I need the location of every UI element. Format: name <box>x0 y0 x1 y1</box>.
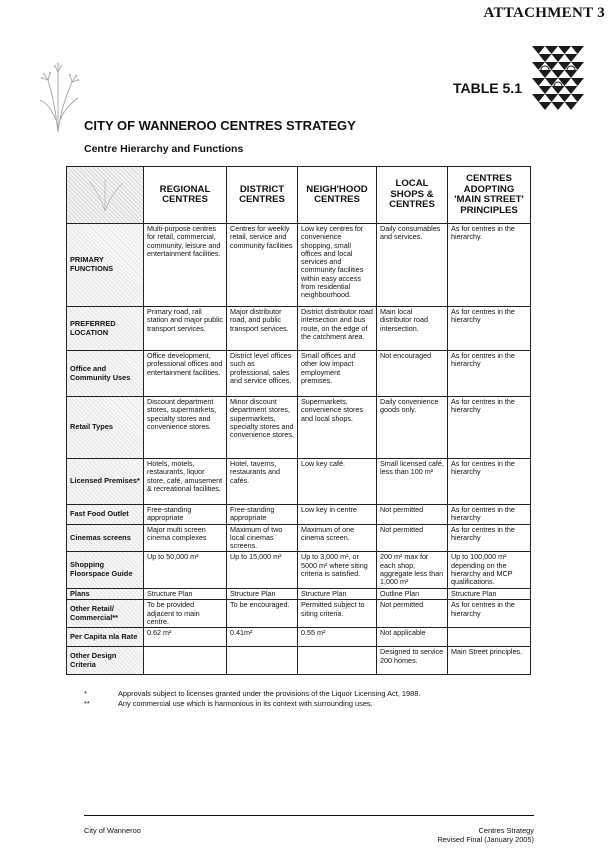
table-row <box>67 647 531 675</box>
table-cell: Not permitted <box>377 505 448 525</box>
table-cell: Structure Plan <box>448 588 531 600</box>
table-row <box>67 397 531 459</box>
centre-hierarchy-table <box>66 166 531 675</box>
table-cell: As for centres in the hierarchy <box>448 459 531 505</box>
table-row <box>67 524 531 552</box>
row-header: PRIMARY FUNCTIONS <box>67 224 144 307</box>
table-row <box>67 307 531 351</box>
table-header-row <box>67 167 531 224</box>
row-header: Other Design Criteria <box>67 647 144 675</box>
table-row <box>67 505 531 525</box>
table-cell: Up to 3,000 m², or 5000 m² where siting criteria is satisfied. <box>298 552 377 588</box>
table-cell: Maximum of one cinema screen. <box>298 524 377 552</box>
document-title: CITY OF WANNEROO CENTRES STRATEGY <box>84 118 356 133</box>
footnotes <box>84 689 420 709</box>
table-cell: As for centres in the hierarchy <box>448 600 531 628</box>
table-cell: As for centres in the hierarchy <box>448 505 531 525</box>
footnote-mark: * <box>84 689 87 698</box>
table-cell: 200 m² max for each shop, aggregate less than 1,000 m² <box>377 552 448 588</box>
footer-revision: Revised Final (January 2005) <box>437 835 534 844</box>
table-cell: Not permitted <box>377 524 448 552</box>
table-row <box>67 552 531 588</box>
footer-organisation: City of Wanneroo <box>84 826 141 835</box>
footnote <box>84 699 420 709</box>
column-header: CENTRES ADOPTING 'MAIN STREET' PRINCIPLES <box>448 167 531 224</box>
table-cell: Low key centres for convenience shopping, small offices and local services and community facilities within easy access from residential neighbourhood. <box>298 224 377 307</box>
footnote-text: Approvals subject to licenses granted under the provisions of the Liquor Licensing Act, 1988. <box>118 689 421 698</box>
table-cell: Supermarkets, convenience stores and local shops. <box>298 397 377 459</box>
footer-document-title: Centres Strategy <box>478 826 534 835</box>
table-cell: Up to 15,000 m² <box>227 552 298 588</box>
row-header: Cinemas screens <box>67 524 144 552</box>
row-header: Plans <box>67 588 144 600</box>
table-cell: Designed to service 200 homes. <box>377 647 448 675</box>
table-cell: Structure Plan <box>298 588 377 600</box>
column-header: REGIONAL CENTRES <box>144 167 227 224</box>
table-cell: Hotel, taverns, restaurants and cafés. <box>227 459 298 505</box>
table-row <box>67 459 531 505</box>
table-cell: Structure Plan <box>227 588 298 600</box>
table-cell: As for centres in the hierarchy <box>448 524 531 552</box>
table-cell: As for centres in the hierarchy <box>448 397 531 459</box>
table-row <box>67 588 531 600</box>
table-cell: Not applicable <box>377 628 448 647</box>
table-cell: Small licensed café, less than 100 m² <box>377 459 448 505</box>
table-cell: Not permitted <box>377 600 448 628</box>
table-cell <box>144 647 227 675</box>
table-row <box>67 224 531 307</box>
table-row <box>67 628 531 647</box>
row-header: Shopping Floorspace Guide <box>67 552 144 588</box>
table-cell: Primary road, rail station and major public transport services. <box>144 307 227 351</box>
table-cell: Main local distributor road intersection. <box>377 307 448 351</box>
table-cell: Daily convenience goods only. <box>377 397 448 459</box>
row-header: Office and Community Uses <box>67 351 144 397</box>
footnote-mark: ** <box>84 699 90 708</box>
table-number: TABLE 5.1 <box>453 80 522 96</box>
table-cell <box>298 647 377 675</box>
table-cell: As for centres in the hierarchy <box>448 351 531 397</box>
wildflower-logo-icon <box>28 60 88 135</box>
table-row <box>67 600 531 628</box>
table-cell: Low key café. <box>298 459 377 505</box>
table-cell: Major multi screen cinema complexes <box>144 524 227 552</box>
column-header: DISTRICT CENTRES <box>227 167 298 224</box>
row-header: Fast Food Outlet <box>67 505 144 525</box>
row-header: PREFERRED LOCATION <box>67 307 144 351</box>
document-subtitle: Centre Hierarchy and Functions <box>84 143 244 155</box>
table-cell: Outline Plan <box>377 588 448 600</box>
table-cell: To be encouraged. <box>227 600 298 628</box>
table-cell: District distributor road intersection and bus route, on the edge of the catchment area. <box>298 307 377 351</box>
column-header: NEIGH'HOOD CENTRES <box>298 167 377 224</box>
table-cell: As for centres in the hierarchy. <box>448 224 531 307</box>
footer-divider <box>84 815 534 816</box>
table-cell: District level offices such as professional, sales and service offices. <box>227 351 298 397</box>
table-cell: Up to 50,000 m² <box>144 552 227 588</box>
flower-illustration-icon <box>75 173 135 213</box>
table-cell: Centres for weekly retail, service and community facilities <box>227 224 298 307</box>
table-cell: Free-standing appropriate <box>144 505 227 525</box>
header-corner-image <box>67 167 144 224</box>
table-cell: Office development, professional offices and entertainment facilities. <box>144 351 227 397</box>
table-cell: Low key in centre <box>298 505 377 525</box>
table-cell: Discount department stores, supermarkets, specialty stores and convenience stores. <box>144 397 227 459</box>
footer-document-info <box>437 826 534 844</box>
table-cell: Structure Plan <box>144 588 227 600</box>
table-cell: Major distributor road, and public transport services. <box>227 307 298 351</box>
attachment-label: ATTACHMENT 3 <box>483 5 605 21</box>
table-cell: 0.62 m² <box>144 628 227 647</box>
table-cell: To be provided adjacent to main centre. <box>144 600 227 628</box>
table-cell: Free-standing appropriate <box>227 505 298 525</box>
table-cell: Hotels, motels, restaurants, liquor store, café, amusement & recreational facilities. <box>144 459 227 505</box>
table-cell: Main Street principles. <box>448 647 531 675</box>
table-cell: Multi-purpose centres for retail, commercial, community, leisure and entertainment facilities. <box>144 224 227 307</box>
table-cell: As for centres in the hierarchy <box>448 307 531 351</box>
table-cell <box>227 647 298 675</box>
footnote-text: Any commercial use which is harmonious in its context with surrounding uses. <box>118 699 373 708</box>
column-header: LOCAL SHOPS & CENTRES <box>377 167 448 224</box>
table-cell: Not encouraged <box>377 351 448 397</box>
table-cell: 0.41m² <box>227 628 298 647</box>
row-header: Other Retail/ Commercial** <box>67 600 144 628</box>
table-cell: Small offices and other low impact employment premises. <box>298 351 377 397</box>
row-header: Retail Types <box>67 397 144 459</box>
table-row <box>67 351 531 397</box>
table-cell: Up to 100,000 m² depending on the hierarchy and MCP qualifications. <box>448 552 531 588</box>
row-header: Licensed Premises* <box>67 459 144 505</box>
table-cell: Daily consumables and services. <box>377 224 448 307</box>
row-header: Per Capita nla Rate <box>67 628 144 647</box>
table-cell: Permitted subject to siting criteria. <box>298 600 377 628</box>
table-cell: Minor discount department stores, supermarkets, specialty stores and convenience stores. <box>227 397 298 459</box>
table-cell: 0.55 m² <box>298 628 377 647</box>
geometric-pattern-logo-icon <box>532 46 584 110</box>
table-cell <box>448 628 531 647</box>
table-cell: Maximum of two local cinemas screens. <box>227 524 298 552</box>
footnote <box>84 689 420 699</box>
